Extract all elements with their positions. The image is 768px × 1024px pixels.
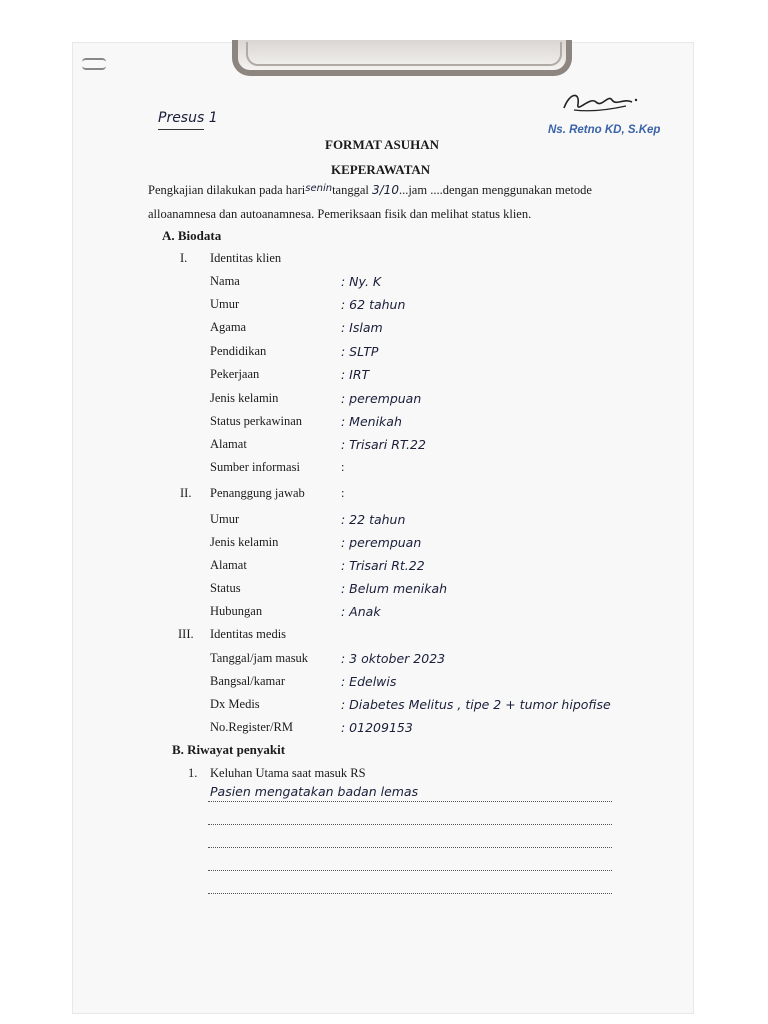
medis-label: Dx Medis [210, 697, 260, 711]
pj-label: Status [210, 581, 241, 595]
klien-label: Umur [210, 297, 240, 311]
intro-text-c: ...jam ....dengan menggunakan metode [398, 183, 592, 197]
klien-label: Pendidikan [210, 344, 267, 358]
pj-label: Alamat [210, 558, 247, 572]
keluhan-answer: Pasien mengatakan badan lemas [210, 784, 419, 799]
pj-value: : Belum menikah [341, 581, 448, 596]
intro-text-b: tanggal [332, 183, 369, 197]
pj-value: : Anak [341, 604, 381, 619]
klien-label: Jenis kelamin [210, 391, 279, 405]
pj-value: : Trisari Rt.22 [341, 558, 425, 573]
identitas-medis-heading: Identitas medis [210, 627, 287, 641]
staple-mark [82, 58, 106, 70]
intro-tanggal: 3/10 [372, 183, 399, 197]
klien-value: : SLTP [341, 344, 379, 359]
identitas-klien-num: I. [180, 251, 188, 265]
intro-hari: senin [305, 183, 333, 194]
klien-value: : 62 tahun [341, 297, 406, 312]
section-b-heading: B. Riwayat penyakit [172, 742, 286, 757]
penanggung-jawab-num: II. [180, 486, 192, 500]
medis-value: : Edelwis [341, 674, 397, 689]
identitas-klien-heading: Identitas klien [210, 251, 282, 265]
pj-label: Umur [210, 512, 240, 526]
section-a-heading: A. Biodata [162, 228, 222, 243]
klien-value: : IRT [341, 367, 370, 382]
klien-label: Alamat [210, 437, 247, 451]
klien-label: Agama [210, 320, 247, 334]
answer-dotted-line [208, 893, 612, 894]
klien-value: : [341, 460, 345, 474]
answer-dotted-line [208, 847, 612, 848]
form-title-line1: FORMAT ASUHAN [325, 137, 439, 152]
medis-value: : 01209153 [341, 720, 413, 735]
presus-underline [158, 129, 204, 130]
intro-line2: alloanamnesa dan autoanamnesa. Pemeriksaan fisik dan melihat status klien. [148, 207, 532, 221]
klien-value: : Ny. K [341, 274, 382, 289]
klien-label: Status perkawinan [210, 414, 302, 428]
signer-name: Ns. Retno KD, S.Kep [548, 124, 661, 136]
klien-value: : perempuan [341, 391, 422, 406]
medis-label: No.Register/RM [210, 720, 293, 734]
answer-dotted-line [208, 801, 612, 802]
medis-label: Bangsal/kamar [210, 674, 285, 688]
pj-value: : 22 tahun [341, 512, 406, 527]
penanggung-jawab-heading: Penanggung jawab [210, 486, 305, 500]
medis-label: Tanggal/jam masuk [210, 651, 309, 665]
identitas-medis-num: III. [178, 627, 194, 641]
medis-value: : 3 oktober 2023 [341, 651, 446, 666]
form-title-line2: KEPERAWATAN [331, 162, 431, 177]
answer-dotted-line [208, 870, 612, 871]
penanggung-jawab-colon: : [341, 486, 345, 500]
klien-label: Pekerjaan [210, 367, 260, 381]
pj-value: : perempuan [341, 535, 422, 550]
klien-value: : Menikah [341, 414, 402, 429]
pj-label: Jenis kelamin [210, 535, 279, 549]
klien-value: : Trisari RT.22 [341, 437, 426, 452]
intro-line1 [148, 183, 592, 198]
keluhan-num: 1. [188, 766, 198, 780]
klien-label: Sumber informasi [210, 460, 300, 474]
signature-scribble [556, 86, 646, 122]
clipboard-clip-inner [246, 42, 562, 66]
intro-text-a: Pengkajian dilakukan pada hari [148, 183, 306, 197]
presus-label: Presus 1 [158, 110, 218, 126]
answer-dotted-line [208, 824, 612, 825]
medis-value: : Diabetes Melitus , tipe 2 + tumor hipofise [341, 697, 611, 712]
klien-label: Nama [210, 274, 240, 288]
pj-label: Hubungan [210, 604, 263, 618]
keluhan-label: Keluhan Utama saat masuk RS [210, 766, 366, 780]
klien-value: : Islam [341, 320, 383, 335]
